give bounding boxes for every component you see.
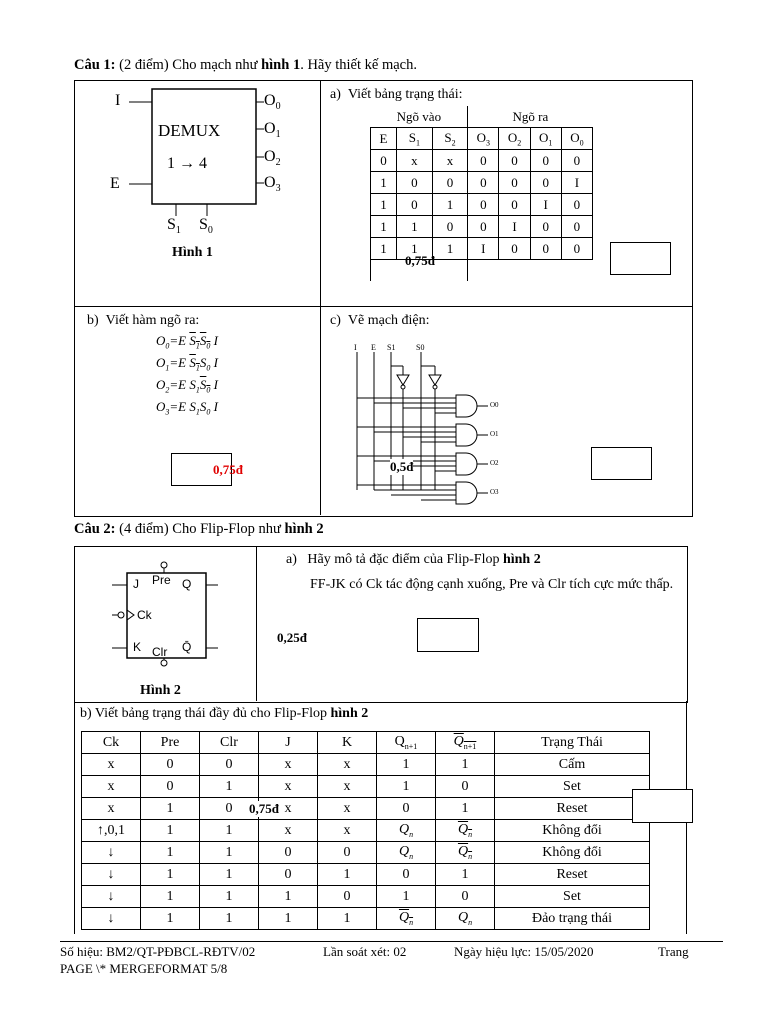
- table-row: x 1 0 x x 0 1 Reset: [82, 798, 650, 820]
- ff-pin-qbar: Q̄: [182, 640, 192, 654]
- table-row: 1 1 1 I 0 0 0: [371, 238, 593, 260]
- table-row: ↓ 1 1 1 1 $Q_n$ $Q_n$ Đảo trạng thái: [82, 908, 650, 930]
- table-row: ↑,0,1 1 1 x x $Q_n$ $Q_n$ Không đổi: [82, 820, 650, 842]
- and-gate-1: [456, 424, 477, 446]
- q1-state-table: Ngõ vào Ngõ ra E $S_1$ $S_2$ $O_3$ $O_2$ $O_1$ $O_0$ 0 x x 0 0 0 0 1 0 0 0 0 0 I 1 0 1 0 0 I 0 1 1 0 0 I 0 0 1 1 1 I 0 0 0: [370, 106, 593, 281]
- inverter-s1: [397, 375, 409, 385]
- table-header: Ck Pre Clr J K $Q_{n+1}$ $Q_{n+1}$ Trạng Thái: [82, 732, 650, 754]
- demux-input-i: I: [115, 92, 121, 109]
- q1-part-a-title: a) Viết bảng trạng thái:: [330, 87, 463, 102]
- q2b-score-box: [632, 789, 693, 823]
- q2a-score: 0,25đ: [277, 630, 307, 645]
- figure-2-caption: Hình 2: [140, 683, 181, 698]
- equation-o1: $O_1=E$ $S_1S_0$ I: [156, 355, 218, 373]
- footer-revision: Lần soát xét: 02: [323, 944, 407, 959]
- q2-part-a-title: a) Hãy mô tả đặc điểm của Flip-Flop hình 2: [286, 552, 541, 567]
- inverter-s0: [429, 375, 441, 385]
- footer-code: Số hiệu: BM2/QT-PĐBCL-RĐTV/02: [60, 944, 256, 959]
- circuit-output-o3: O3: [490, 488, 499, 496]
- ff-pin-k: K: [133, 640, 142, 654]
- and-gate-3: [456, 482, 477, 504]
- q1-part-c-title: c) Vẽ mạch điện:: [330, 313, 430, 328]
- circuit-input-i: I: [354, 343, 357, 352]
- demux-select-s1: $S_1$: [167, 216, 181, 237]
- q2a-score-box: [417, 618, 479, 652]
- circuit-output-o0: O0: [490, 401, 499, 409]
- circuit-input-e: E: [371, 343, 376, 352]
- and-gate-2: [456, 453, 477, 475]
- table-row: x 0 1 x x 1 0 Set: [82, 776, 650, 798]
- q2b-score: 0,75đ: [249, 801, 279, 816]
- circuit-input-s0: S0: [416, 343, 425, 352]
- equation-o0: $O_0=E$ $S_1S_0$ I: [156, 333, 218, 351]
- table-row: 1 0 0 0 0 0 I: [371, 172, 593, 194]
- demux-label: DEMUX: [158, 121, 221, 140]
- equation-o3: $O_3=E$ $S_1S_0$ I: [156, 399, 218, 417]
- equation-o2: $O_2=E$ $S_1S_0$ I: [156, 377, 218, 395]
- q1-part-b-title: b) Viết hàm ngõ ra:: [87, 313, 200, 328]
- q2-part-b-title: b) Viết bảng trạng thái đầy đủ cho Flip-Flop hình 2: [80, 706, 369, 721]
- question-1-title: Câu 1: (2 điểm) Cho mạch như hình 1. Hãy thiết kế mạch.: [74, 57, 417, 73]
- circuit-output-o2: O2: [490, 459, 499, 467]
- table-row: 1 0 1 0 0 I 0: [371, 194, 593, 216]
- table-row: 1 1 0 0 I 0 0: [371, 216, 593, 238]
- circuit-output-o1: O1: [490, 430, 499, 438]
- demux-output-o0: $O_0$: [264, 92, 281, 113]
- q1c-score: 0,5đ: [390, 459, 414, 474]
- demux-input-e: E: [110, 175, 120, 192]
- ff-pin-j: J: [133, 577, 139, 591]
- q2-part-a-answer: FF-JK có Ck tác động cạnh xuống, Pre và Clr tích cực mức thấp.: [310, 577, 674, 592]
- q1a-score-box: [610, 242, 671, 275]
- demux-select-s0: $S_0$: [199, 216, 213, 237]
- ff-pin-clr: Clr: [152, 645, 168, 659]
- and-gate-0: [456, 395, 477, 417]
- question-2-title: Câu 2: (4 điểm) Cho Flip-Flop như hình 2: [74, 521, 324, 537]
- q1b-score: 0,75đ: [213, 462, 243, 477]
- ff-pin-ck: Ck: [137, 608, 152, 622]
- circuit-diagram: [348, 340, 518, 505]
- demux-output-o2: $O_2$: [264, 148, 281, 169]
- footer-page-field: PAGE \* MERGEFORMAT 5/8: [60, 961, 228, 976]
- demux-output-o3: $O_3$: [264, 174, 281, 195]
- table-row: 0 x x 0 0 0 0: [371, 150, 593, 172]
- q1a-score: 0,75đ: [405, 253, 435, 268]
- footer-date: Ngày hiệu lực: 15/05/2020: [454, 944, 594, 959]
- q1c-score-box: [591, 447, 652, 480]
- table-row: ↓ 1 1 1 0 1 0 Set: [82, 886, 650, 908]
- table-row: ↓ 1 1 0 0 $Q_n$ $Q_n$ Không đổi: [82, 842, 650, 864]
- footer-divider: [60, 941, 723, 942]
- ff-pin-q: Q: [182, 577, 192, 591]
- demux-block: [152, 89, 256, 204]
- figure-1-caption: Hình 1: [172, 245, 213, 260]
- ff-pin-pre: Pre: [152, 573, 171, 587]
- table-row: ↓ 1 1 0 1 0 1 Reset: [82, 864, 650, 886]
- flipflop-state-table: [81, 731, 650, 930]
- demux-ratio: 1 → 4: [167, 155, 207, 172]
- demux-output-o1: $O_1$: [264, 120, 281, 141]
- table-row: x 0 0 x x 1 1 Cấm: [82, 754, 650, 776]
- circuit-input-s1: S1: [387, 343, 396, 352]
- footer-page-word: Trang: [658, 944, 689, 959]
